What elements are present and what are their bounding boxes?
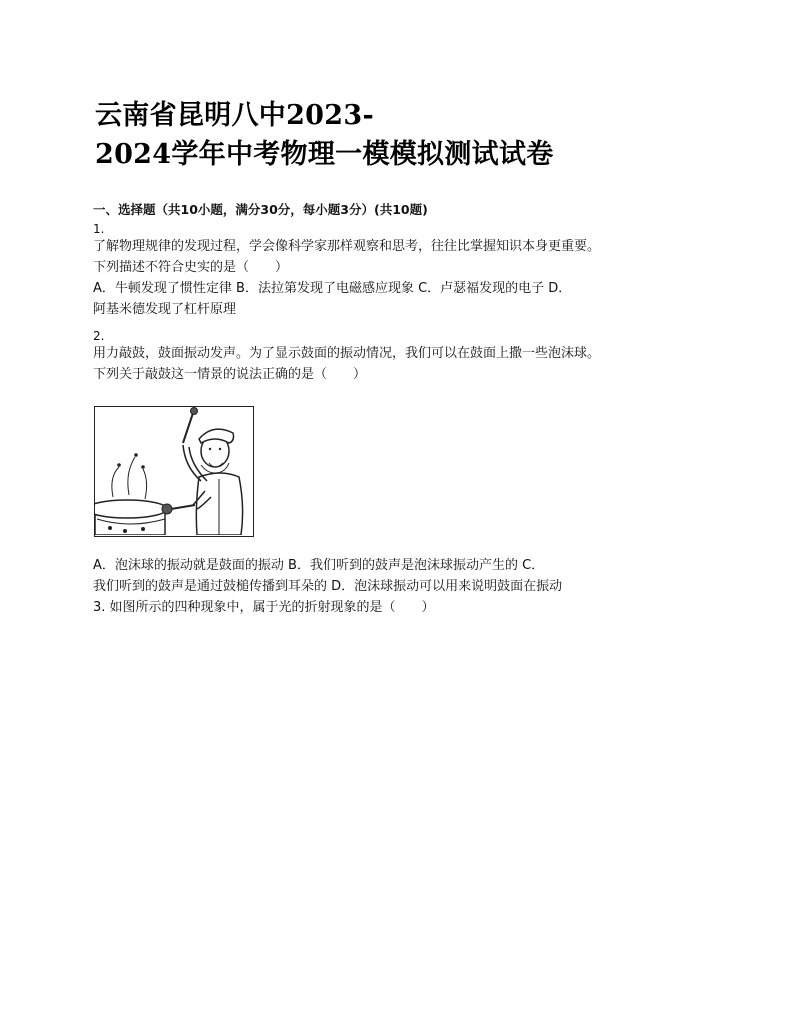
question-stem-line-1: 3. 如图所示的四种现象中，属于光的折射现象的是（ ） [93,600,435,615]
question-1 [93,222,713,320]
title-line-1: 云南省昆明八中2023- [95,100,374,131]
question-number: 1. [93,222,105,236]
question-stem-line-1: 用力敲鼓，鼓面振动发声。为了显示鼓面的振动情况，我们可以在鼓面上撒一些泡沫球。 [93,346,601,361]
section-heading: 一、选择题（共10小题，满分30分，每小题3分）(共10题) [93,202,428,217]
drummer-drawing [95,407,252,535]
title-line-2: 2024学年中考物理一模模拟测试试卷 [95,139,554,170]
document-title [95,96,715,174]
question-options-line-1: A．牛顿发现了惯性定律 B．法拉第发现了电磁感应现象 C．卢瑟福发现的电子 D． [93,281,572,296]
question-stem-line-1: 了解物理规律的发现过程，学会像科学家那样观察和思考，往往比掌握知识本身更重要。 [93,239,601,254]
question-number: 2. [93,329,105,343]
question-stem-line-2: 下列描述不符合史实的是（ ） [93,260,289,275]
question-3 [93,597,713,618]
question-2 [93,329,713,385]
question-options-line-1: A．泡沫球的振动就是鼓面的振动 B．我们听到的鼓声是泡沫球振动产生的 C． [93,558,545,573]
question-stem-line-2: 下列关于敲鼓这一情景的说法正确的是（ ） [93,367,367,382]
question-2-options [93,555,733,597]
drummer-illustration [94,406,254,537]
question-options-line-2: 阿基米德发现了杠杆原理 [93,302,237,317]
question-options-line-2: 我们听到的鼓声是通过鼓槌传播到耳朵的 D．泡沫球振动可以用来说明鼓面在振动 [93,579,563,594]
